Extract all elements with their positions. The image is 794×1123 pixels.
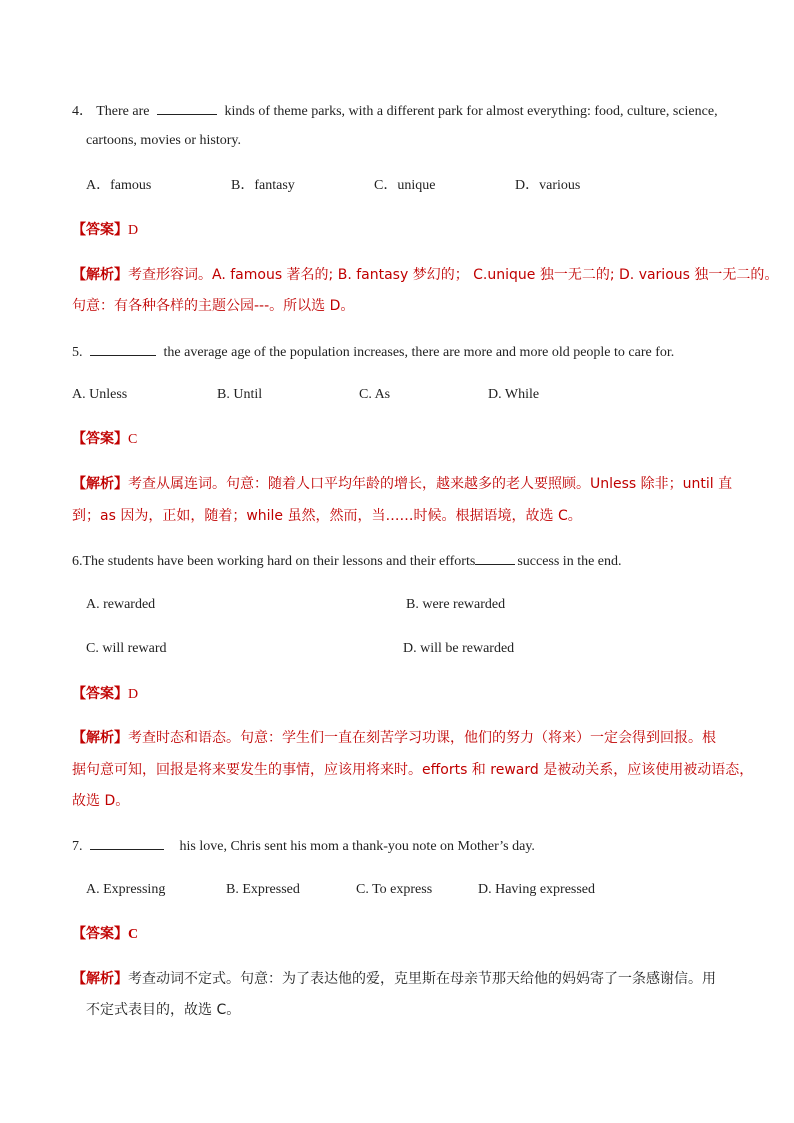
answer-tag: 【答案】 xyxy=(72,222,128,238)
analysis-tag: 【解析】 xyxy=(72,730,128,746)
q4-analysis-line2: 句意：有各种各样的主题公园---。所以选 D。 xyxy=(72,298,355,314)
q6-option-c: C. will reward xyxy=(86,641,167,656)
analysis-tag: 【解析】 xyxy=(72,267,128,283)
q7-analysis-line1 xyxy=(72,969,716,989)
q5-analysis-text1: 考查从属连词。句意：随着人口平均年龄的增长，越来越多的老人要照顾。Unless 除非；until 直 xyxy=(128,476,733,492)
q7-analysis-line2: 不定式表目的，故选 C。 xyxy=(86,1002,241,1018)
q4-option-a: A．famous xyxy=(86,178,152,193)
q6-stem-pre: The students have been working hard on their lessons and their efforts xyxy=(82,554,476,569)
q4-stem-post: kinds of theme parks, with a different park for almost everything: food, culture, science, xyxy=(224,104,718,119)
q4-blank xyxy=(157,100,217,115)
q6-option-a: A. rewarded xyxy=(86,597,156,612)
q6-answer xyxy=(72,684,138,705)
q7-stem xyxy=(72,835,535,857)
q7-blank xyxy=(90,835,164,850)
q5-option-a: A. Unless xyxy=(72,387,128,402)
q4-analysis-line1 xyxy=(72,265,778,285)
q4-number: 4． xyxy=(72,104,93,119)
q4-stem xyxy=(72,100,718,122)
q4-answer-value: D xyxy=(128,223,139,238)
q5-analysis-line1 xyxy=(72,474,732,494)
q4-analysis-text1: 考查形容词。A. famous 著名的; B. fantasy 梦幻的； C.unique 独一无二的; D. various 独一无二的。 xyxy=(128,267,779,283)
q4-option-d: D．various xyxy=(515,178,581,193)
q4-stem-line2: cartoons, movies or history. xyxy=(86,133,242,148)
q6-stem xyxy=(72,550,622,572)
q5-blank xyxy=(90,341,156,356)
q7-stem-post: his love, Chris sent his mom a thank-you note on Mother’s day. xyxy=(179,839,535,854)
answer-tag: 【答案】 xyxy=(72,686,128,702)
analysis-tag: 【解析】 xyxy=(72,971,128,987)
q7-analysis-text1: 考查动词不定式。句意：为了表达他的爱，克里斯在母亲节那天给他的妈妈寄了一条感谢信。用 xyxy=(128,971,716,987)
q4-option-c: C．unique xyxy=(374,178,436,193)
q4-answer xyxy=(72,220,138,241)
q5-stem-post: the average age of the population increases, there are more and more old people to care for. xyxy=(163,345,675,360)
answer-tag: 【答案】 xyxy=(72,431,128,447)
q5-option-b: B. Until xyxy=(217,387,263,402)
q6-blank xyxy=(475,550,515,565)
analysis-tag: 【解析】 xyxy=(72,476,128,492)
q6-analysis-text1: 考查时态和语态。句意：学生们一直在刻苦学习功课，他们的努力（将来）一定会得到回报。根 xyxy=(128,730,716,746)
q6-option-d: D. will be rewarded xyxy=(403,641,515,656)
q5-answer-value: C xyxy=(128,432,138,447)
q5-number: 5. xyxy=(72,345,83,360)
q6-number: 6. xyxy=(72,554,83,569)
q6-analysis-line1 xyxy=(72,728,716,748)
q6-option-b: B. were rewarded xyxy=(406,597,506,612)
q7-option-c: C. To express xyxy=(356,882,433,897)
q6-analysis-line3: 故选 D。 xyxy=(72,793,130,809)
q7-option-b: B. Expressed xyxy=(226,882,300,897)
q7-answer-value: C xyxy=(128,927,139,942)
q7-answer xyxy=(72,924,138,945)
q4-stem-pre: There are xyxy=(96,104,150,119)
q7-number: 7. xyxy=(72,839,83,854)
q5-answer xyxy=(72,429,137,450)
q6-answer-value: D xyxy=(128,687,139,702)
answer-tag: 【答案】 xyxy=(72,926,128,942)
q5-option-c: C. As xyxy=(359,387,391,402)
q6-stem-post: success in the end. xyxy=(517,554,622,569)
q7-option-a: A. Expressing xyxy=(86,882,166,897)
q6-analysis-line2: 据句意可知，回报是将来要发生的事情，应该用将来时。efforts 和 reward 是被动关系，应该使用被动语态， xyxy=(72,762,754,778)
q5-analysis-line2: 到；as 因为，正如，随着；while 虽然，然而，当……时候。根据语境，故选 C。 xyxy=(72,508,582,524)
q4-option-b: B．fantasy xyxy=(231,178,295,193)
q7-option-d: D. Having expressed xyxy=(478,882,596,897)
q5-stem xyxy=(72,341,674,363)
q5-option-d: D. While xyxy=(488,387,540,402)
